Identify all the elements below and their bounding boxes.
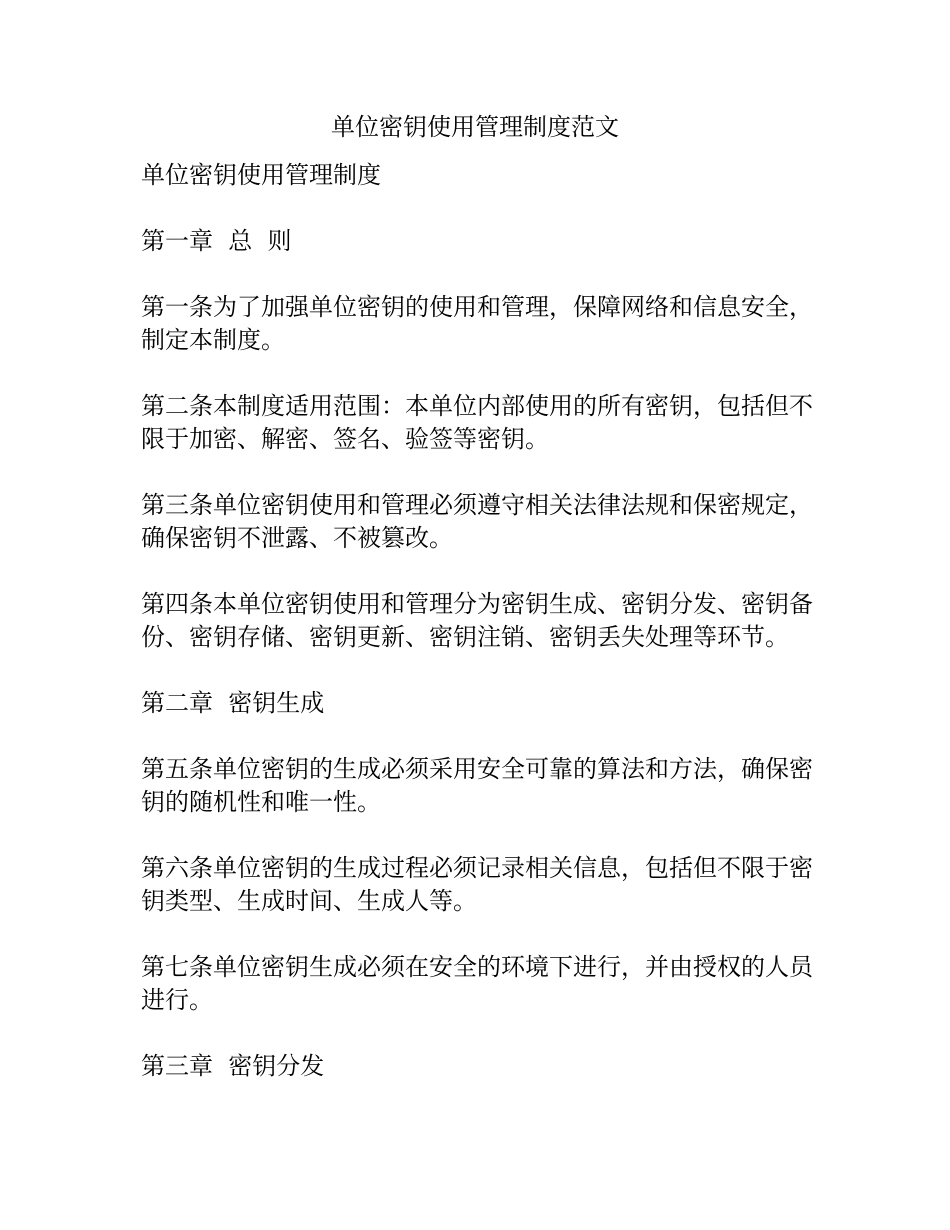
article-4: 第四条本单位密钥使用和管理分为密钥生成、密钥分发、密钥备份、密钥存储、密钥更新、密钥注销、密钥丢失处理等环节。 (141, 590, 813, 651)
article-1: 第一条为了加强单位密钥的使用和管理，保障网络和信息安全，制定本制度。 (141, 293, 813, 354)
document-title: 单位密钥使用管理制度范文 (331, 113, 619, 141)
article-5: 第五条单位密钥的生成必须采用安全可靠的算法和方法，确保密钥的随机性和唯一性。 (141, 755, 813, 816)
article-3: 第三条单位密钥使用和管理必须遵守相关法律法规和保密规定，确保密钥不泄露、不被篡改。 (141, 491, 813, 552)
chapter-heading-2: 第二章 密钥生成 (141, 689, 325, 717)
article-7: 第七条单位密钥生成必须在安全的环境下进行，并由授权的人员进行。 (141, 953, 813, 1014)
document-subtitle: 单位密钥使用管理制度 (141, 161, 381, 189)
article-6: 第六条单位密钥的生成过程必须记录相关信息，包括但不限于密钥类型、生成时间、生成人等。 (141, 854, 813, 915)
article-2: 第二条本制度适用范围：本单位内部使用的所有密钥，包括但不限于加密、解密、签名、验签等密钥。 (141, 392, 813, 453)
chapter-heading-3: 第三章 密钥分发 (141, 1052, 325, 1080)
chapter-heading-1: 第一章 总 则 (141, 227, 292, 255)
document-body (141, 159, 821, 1116)
